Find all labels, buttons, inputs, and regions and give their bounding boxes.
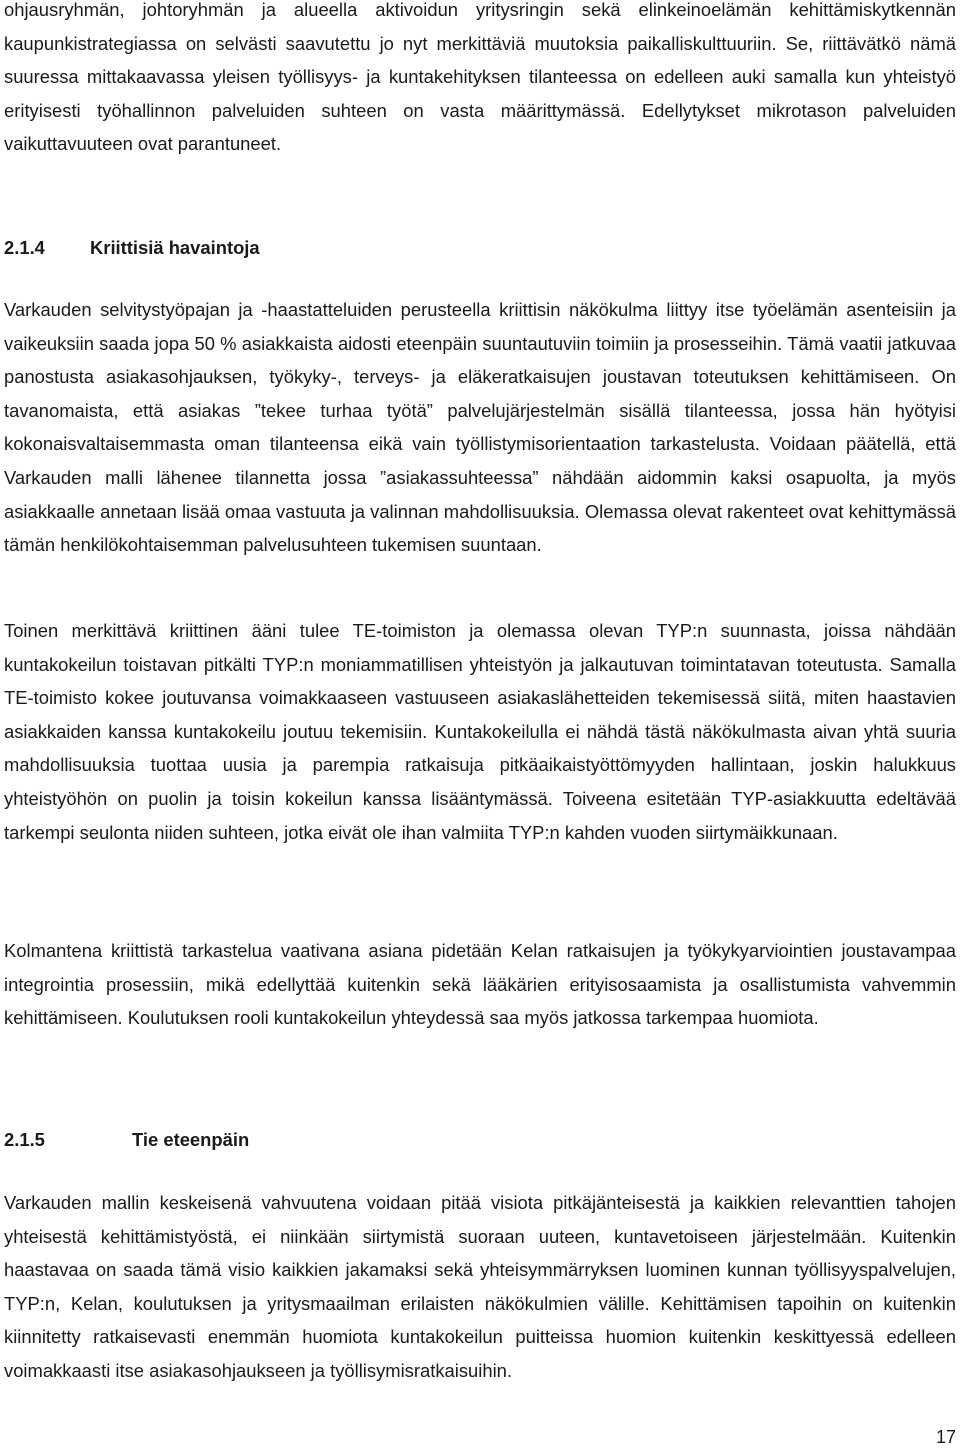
paragraph-critical-1	[4, 293, 956, 562]
paragraph-critical-1-text: Varkauden selvitystyöpajan ja -haastatteluiden perusteella kriittisin näkökulma liittyy itse työelämän asenteisiin ja vaikeuksiin saada jopa 50 % asiakkaista aidosti eteenpäin suuntautuviin toimiin ja prosesseihin. Tämä vaatii jatkuvaa panostusta asiakasohjauksen, työkyky-, terveys- ja eläkeratkaisujen joustavan toteutuksen kehittämiseen. On tavanomaista, että asiakas ”tekee turhaa työtä” palvelujärjestelmän sisällä tilanteessa, jossa hän hyötyisi kokonaisvaltaisemmasta oman tilanteensa eikä vain työllistymisorientaation tarkastelusta. Voidaan päätellä, että Varkauden malli lähenee tilannetta jossa ”asiakassuhteessa” nähdään aidommin kaksi osapuolta, ja myös asiakkaalle annetaan lisää omaa vastuuta ja valinnan mahdollisuuksia. Olemassa olevat rakenteet ovat kehittymässä tämän henkilökohtaisemman palvelusuhteen tukemisen suuntaan.	[4, 299, 956, 556]
page-number: 17	[935, 1427, 956, 1447]
section-number: 2.1.4	[4, 237, 45, 258]
paragraph-forward-text: Varkauden mallin keskeisenä vahvuutena voidaan pitää visiota pitkäjänteisestä ja kaikkien relevanttien tahojen yhteisestä kehittämistyöstä, ei niinkään siirtymistä suoraan uuteen, kuntavetoiseen järjestelmään. Kuitenkin haastavaa on saada tämä visio kaikkien jakamaksi sekä yhteisymmärryksen luominen kunnan työllisyyspalvelujen, TYP:n, Kelan, koulutuksen ja yritysmaailman erilaisten näkökulmien välille. Kehittämisen tapoihin on kuitenkin kiinnitetty ratkaisevasti enemmän huomiota kuntakokeilun puitteissa huomion kuitenkin keskittyessä edelleen voimakkaasti itse asiakasohjaukseen ja työllisymisratkaisuihin.	[4, 1192, 956, 1381]
section-title: Tie eteenpäin	[132, 1129, 250, 1150]
paragraph-forward	[4, 1186, 956, 1388]
paragraph-critical-2	[4, 614, 956, 849]
section-number: 2.1.5	[4, 1129, 45, 1150]
paragraph-critical-3-text: Kolmantena kriittistä tarkastelua vaativana asiana pidetään Kelan ratkaisujen ja työkykyarviointien joustavampaa integrointia prosessiin, mikä edellyttää kuitenkin sekä lääkärien erityisosaamista ja osallistumista vahvemmin kehittämiseen. Koulutuksen rooli kuntakokeilun yhteydessä saa myös jatkossa tarkempaa huomiota.	[4, 940, 956, 1029]
paragraph-intro-text: ohjausryhmän, johtoryhmän ja alueella aktivoidun yritysringin sekä elinkeinoelämän kehittämiskytkennän kaupunkistrategiassa on selvästi saavutettu jo nyt merkittäviä muutoksia paikalliskulttuuriin. Se, riittävätkö nämä suuressa mittakaavassa yleisen työllisyys- ja kuntakehityksen tilanteessa on edelleen auki samalla kun yhteistyö erityisesti työhallinnon palveluiden suhteen on vasta määrittymässä. Edellytykset mikrotason palveluiden vaikuttavuuteen ovat parantuneet.	[4, 0, 956, 155]
paragraph-critical-3	[4, 934, 956, 1035]
paragraph-critical-2-text: Toinen merkittävä kriittinen ääni tulee TE-toimiston ja olemassa olevan TYP:n suunnasta, joissa nähdään kuntakokeilun toistavan pitkälti TYP:n moniammatillisen yhteistyön ja jalkautuvan toimintatavan toteutusta. Samalla TE-toimisto kokee joutuvansa voimakkaaseen vastuuseen asiakaslähetteiden tekemisessä siitä, miten haastavien asiakkaiden kanssa kuntakokeilu joutuu tekemisiin. Kuntakokeilulla ei nähdä tästä näkökulmasta aivan yhtä suuria mahdollisuuksia tuottaa uusia ja parempia ratkaisuja pitkäaikaistyöttömyyden hallintaan, joskin halukkuus yhteistyöhön on puolin ja toisin kokeilun kanssa lisääntymässä. Toiveena esitetään TYP-asiakkuutta edeltävää tarkempi seulonta niiden suhteen, jotka eivät ole ihan valmiita TYP:n kahden vuoden siirtymäikkunaan.	[4, 620, 956, 843]
section-heading-2-1-4	[4, 236, 260, 260]
paragraph-intro	[4, 0, 956, 161]
section-title: Kriittisiä havaintoja	[90, 237, 260, 258]
section-heading-2-1-5	[4, 1128, 249, 1152]
